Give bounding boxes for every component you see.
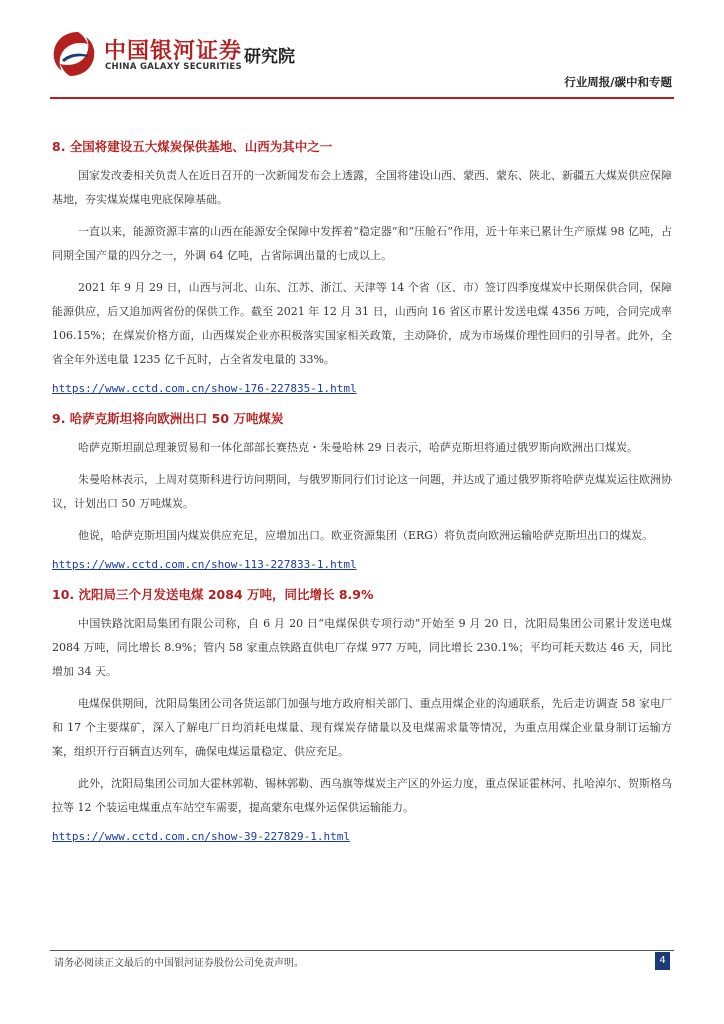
footer-divider <box>50 950 674 951</box>
section-title: 8. 全国将建设五大煤炭保供基地、山西为其中之一 <box>52 139 333 154</box>
paragraph: 电煤保供期间，沈阳局集团公司各货运部门加强与地方政府相关部门、重点用煤企业的沟通联系，先后走访调查 58 家电厂和 17 个主要煤矿，深入了解电厂日均消耗电煤量、现有煤炭存储量以及电煤需求量等情况，为重点用煤企业量身制订运输方案，组织开行百辆直达列车，确保电煤运量稳定、供应充足。 <box>52 697 672 758</box>
brand-name-en: CHINA GALAXY SECURITIES <box>105 62 242 72</box>
galaxy-logo-icon <box>48 30 100 78</box>
paragraph: 国家发改委相关负责人在近日召开的一次新闻发布会上透露，全国将建设山西、蒙西、蒙东、陕北、新疆五大煤炭供应保障基地，夯实煤炭煤电兜底保障基础。 <box>52 169 672 206</box>
paragraph: 朱曼哈林表示，上周对莫斯科进行访问期间，与俄罗斯同行们讨论这一问题，并达成了通过俄罗斯将哈萨克煤炭运往欧洲协议，计划出口 50 万吨煤炭。 <box>52 473 672 510</box>
news-section <box>52 586 672 846</box>
page-header <box>0 0 724 100</box>
page-number: 4 <box>655 952 670 970</box>
paragraph: 他说，哈萨克斯坦国内煤炭供应充足，应增加出口。欧亚资源集团（ERG）将负责向欧洲运输哈萨克斯坦出口的煤炭。 <box>78 529 654 542</box>
disclaimer-text: 请务必阅读正文最后的中国银河证券股份公司免责声明。 <box>54 958 304 969</box>
paragraph: 哈萨克斯坦副总理兼贸易和一体化部部长赛热克・朱曼哈林 29 日表示，哈萨克斯坦将通过俄罗斯向欧洲出口煤炭。 <box>78 441 638 454</box>
news-section <box>52 410 672 574</box>
paragraph: 此外，沈阳局集团公司加大霍林郭勒、锡林郭勒、西乌旗等煤炭主产区的外运力度，重点保证霍林河、扎哈淖尔、贺斯格乌拉等 12 个装运电煤重点车站空车需要，提高蒙东电煤外运保供运输能力。 <box>52 777 672 814</box>
paragraph: 一直以来，能源资源丰富的山西在能源安全保障中发挥着“稳定器”和“压舱石”作用，近十年来已累计生产原煤 98 亿吨，占同期全国产量的四分之一，外调 64 亿吨，占省际调出量的七成以上。 <box>52 225 672 262</box>
source-link[interactable]: https://www.cctd.com.cn/show-39-227829-1.html <box>52 830 351 843</box>
paragraph: 中国铁路沈阳局集团有限公司称，自 6 月 20 日“电煤保供专项行动”开始至 9 月 20 日，沈阳局集团公司累计发送电煤 2084 万吨，同比增长 8.9%；管内 58 家重点铁路直供电厂存煤 977 万吨，同比增长 230.1%；平均可耗天数达 46 天，同比增加 34 天。 <box>52 617 672 678</box>
header-divider <box>50 97 674 99</box>
brand-name-cn: 中国银河证券 <box>104 39 243 64</box>
source-link[interactable]: https://www.cctd.com.cn/show-113-227833-1.html <box>52 558 357 571</box>
brand-subtitle: 研究院 <box>244 47 295 67</box>
paragraph: 2021 年 9 月 29 日，山西与河北、山东、江苏、浙江、天津等 14 个省（区、市）签订四季度煤炭中长期保供合同，保障能源供应，后又追加两省份的保供工作。截至 2021 年 12 月 31 日，山西向 16 省区市累计发送电煤 4356 万吨，合同完成率 106.15%；在煤炭价格方面，山西煤炭企业亦积极落实国家相关政策，主动降价，成为市场煤价理性回归的引导者。此外，全省全年外送电量 1235 亿千瓦时，占全省发电量的 33%。 <box>52 281 672 366</box>
section-title: 9. 哈萨克斯坦将向欧洲出口 50 万吨煤炭 <box>52 411 284 426</box>
document-type: 行业周报/碳中和专题 <box>564 75 672 89</box>
article-body <box>52 138 672 858</box>
news-section <box>52 138 672 398</box>
section-title: 10. 沈阳局三个月发送电煤 2084 万吨，同比增长 8.9% <box>52 587 374 602</box>
source-link[interactable]: https://www.cctd.com.cn/show-176-227835-1.html <box>52 382 357 395</box>
